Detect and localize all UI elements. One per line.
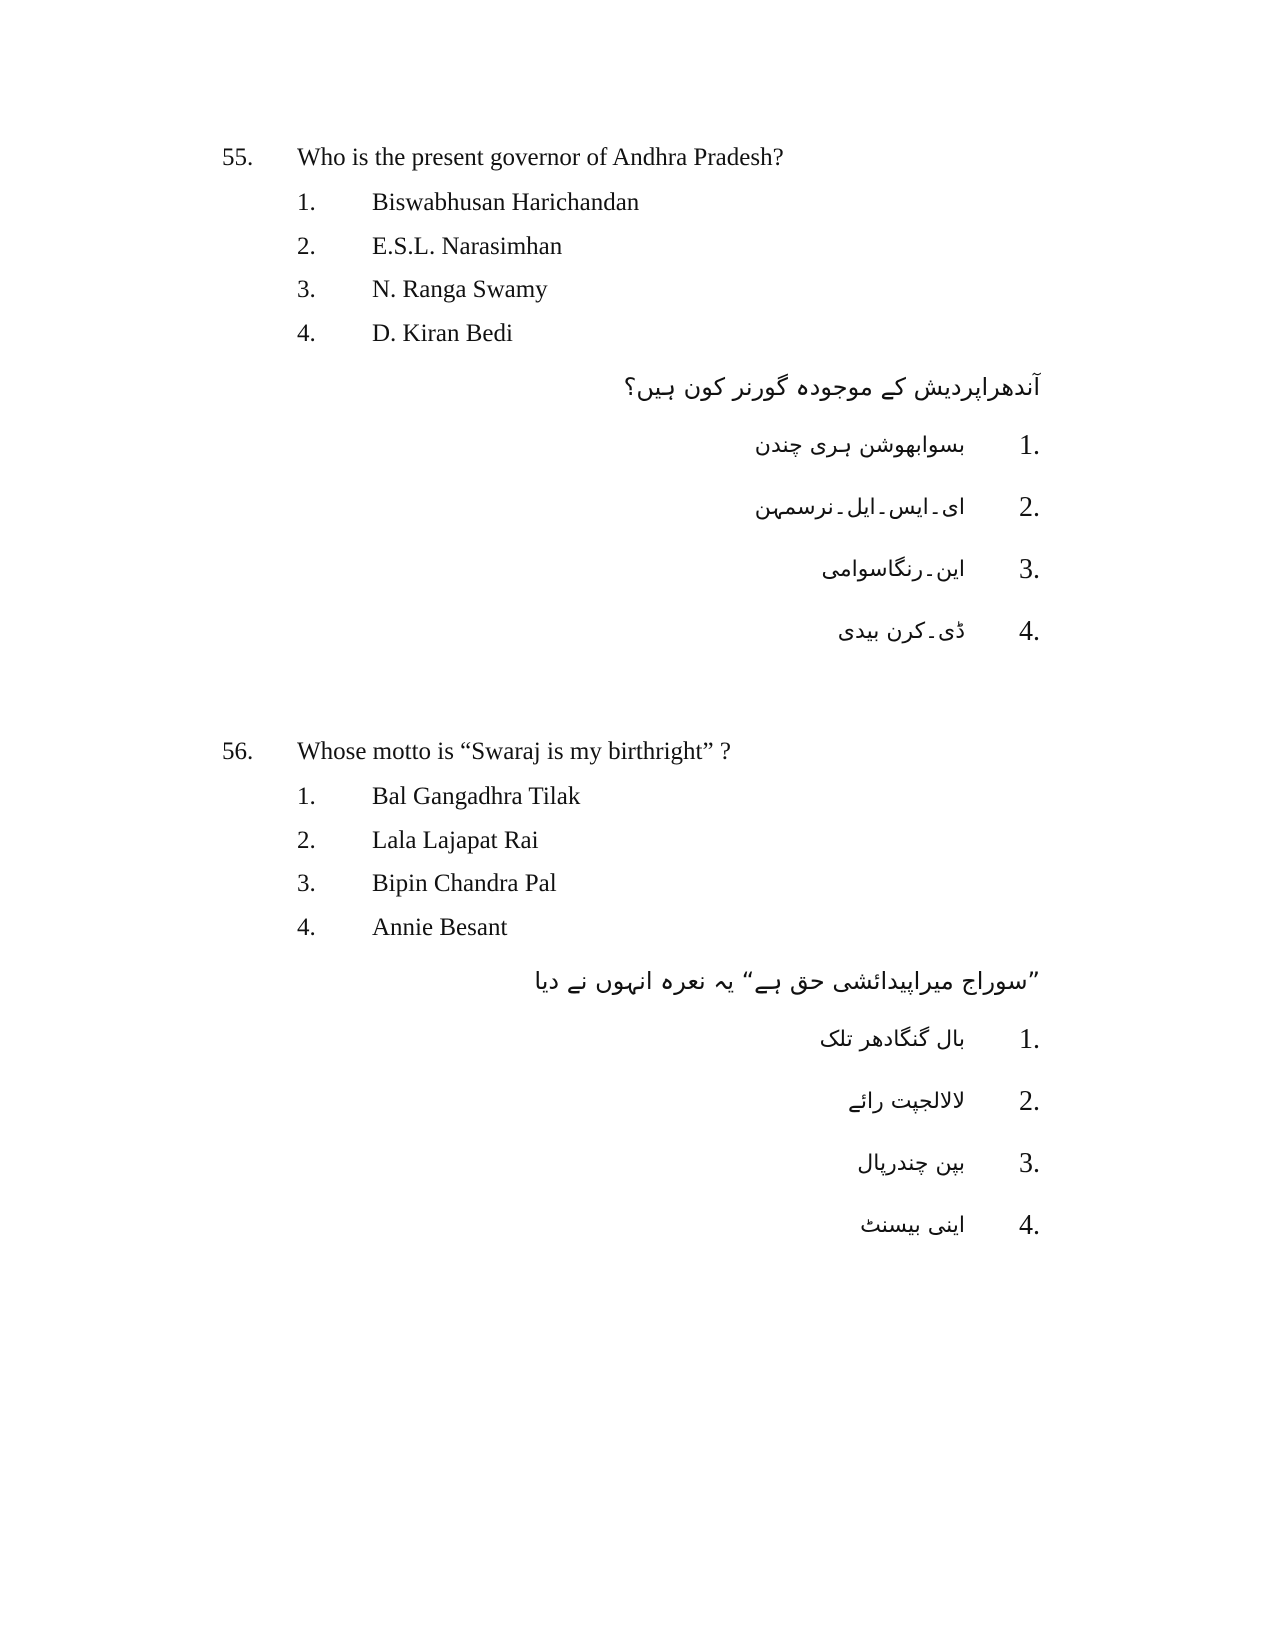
urdu-option-text: ڈی۔کرن بیدی (837, 619, 965, 644)
option-number: 3. (297, 870, 316, 897)
option-number: 2. (297, 232, 316, 260)
question-text: Who is the present governor of Andhra Pradesh? (297, 144, 784, 171)
question-text: Whose motto is “Swaraj is my birthright” ? (297, 738, 731, 765)
option-text: N. Ranga Swamy (372, 276, 548, 303)
urdu-option-3 (0, 1139, 1275, 1189)
urdu-translation (0, 367, 1275, 657)
urdu-option-number: 4. (1019, 1210, 1040, 1241)
option-number: 1. (297, 189, 316, 216)
option-number: 4. (297, 319, 316, 347)
urdu-option-text: بال گنگادھر تلک (819, 1027, 965, 1052)
option-number: 1. (297, 783, 316, 810)
options-list (0, 181, 1275, 355)
option-number: 4. (297, 913, 316, 941)
question-55 (0, 138, 1275, 657)
option-2 (0, 225, 1275, 269)
option-4 (0, 906, 1275, 950)
options-list (0, 775, 1275, 949)
option-text: Bipin Chandra Pal (372, 870, 557, 897)
urdu-question-text: ”سوراج میراپیدائشی حق ہے“ یہ نعرہ انہوں نے دیا (534, 967, 1040, 995)
option-2 (0, 819, 1275, 863)
option-text: Bal Gangadhra Tilak (372, 783, 581, 810)
option-text: Lala Lajapat Rai (372, 826, 539, 854)
option-text: E.S.L. Narasimhan (372, 232, 563, 260)
option-4 (0, 312, 1275, 356)
urdu-option-number: 2. (1019, 492, 1040, 523)
urdu-option-text: ای۔ایس۔ایل۔نرسمہن (754, 495, 965, 520)
option-3 (0, 862, 1275, 906)
option-text: Biswabhusan Harichandan (372, 189, 640, 216)
option-1 (0, 181, 1275, 225)
urdu-option-3 (0, 545, 1275, 595)
urdu-option-number: 1. (1019, 1024, 1040, 1055)
urdu-question-text: آندھراپردیش کے موجودہ گورنر کون ہیں؟ (623, 373, 1040, 401)
urdu-option-1 (0, 1015, 1275, 1065)
urdu-option-4 (0, 1201, 1275, 1251)
urdu-option-number: 2. (1019, 1086, 1040, 1117)
urdu-option-number: 3. (1019, 554, 1040, 585)
option-text: D. Kiran Bedi (372, 319, 513, 347)
urdu-option-number: 4. (1019, 616, 1040, 647)
urdu-option-1 (0, 421, 1275, 471)
urdu-option-number: 1. (1019, 430, 1040, 461)
urdu-option-2 (0, 483, 1275, 533)
option-number: 2. (297, 826, 316, 854)
urdu-option-4 (0, 607, 1275, 657)
option-1 (0, 775, 1275, 819)
urdu-option-text: اینی بیسنٹ (860, 1213, 965, 1238)
urdu-translation (0, 961, 1275, 1251)
question-line (0, 138, 1275, 178)
option-text: Annie Besant (372, 913, 508, 941)
question-number: 56. (222, 738, 254, 765)
question-line (0, 732, 1275, 772)
urdu-option-2 (0, 1077, 1275, 1127)
urdu-option-text: بپن چندرپال (857, 1151, 965, 1176)
option-number: 3. (297, 276, 316, 303)
urdu-option-text: بسوابھوشن ہری چندن (754, 433, 965, 458)
question-56 (0, 732, 1275, 1251)
urdu-option-text: لالالجپت رائے (848, 1089, 965, 1114)
urdu-option-number: 3. (1019, 1148, 1040, 1179)
question-number: 55. (222, 144, 254, 171)
option-3 (0, 268, 1275, 312)
urdu-option-text: این۔رنگاسوامی (821, 557, 965, 582)
